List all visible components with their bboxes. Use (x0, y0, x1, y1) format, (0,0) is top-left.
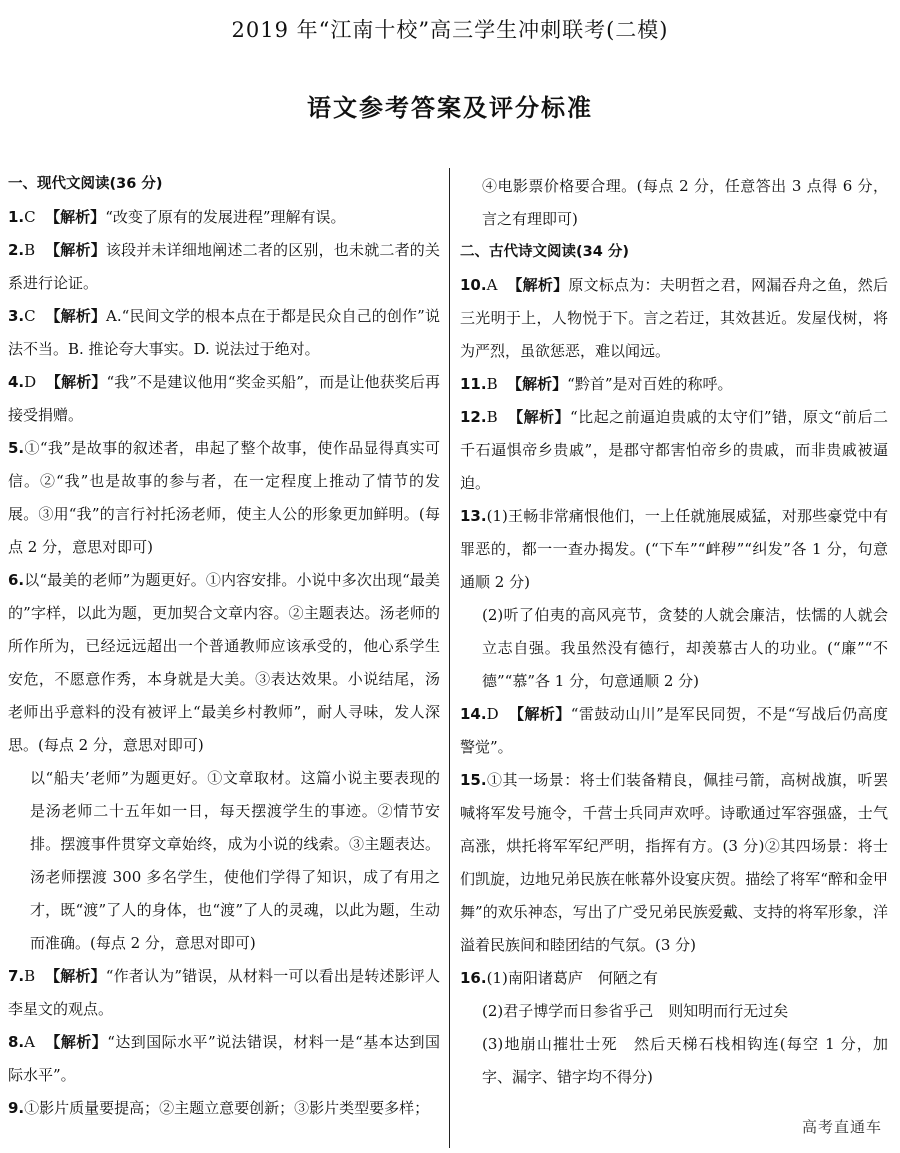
answer-item-8 (8, 1026, 440, 1092)
item-number: 9. (8, 1099, 25, 1117)
analysis-tag: 【解析】 (45, 373, 107, 391)
answer-item-9 (8, 1092, 440, 1125)
exam-title: 2019 年“江南十校”高三学生冲刺联考(二模) (231, 18, 669, 42)
item-text: A.“民间文学的根本点在于都是民众自己的创作”说法不当。B. 推论夸大事实。D. 说法过于绝对。 (8, 307, 440, 358)
item-number: 15. (460, 771, 487, 789)
answer-item-13-part-2: (2)听了伯夷的高风亮节，贪婪的人就会廉洁，怯懦的人就会立志自强。我虽然没有德行，却羡慕古人的功业。(“廉”“不德”“慕”各 1 分，句意通顺 2 分) (482, 606, 888, 690)
answer-item-10 (460, 269, 888, 368)
item-number: 3. (8, 307, 25, 325)
item-number: 11. (460, 375, 487, 393)
answer-item-1 (8, 201, 440, 234)
item-text: “达到国际水平”说法错误，材料一是“基本达到国际水平”。 (8, 1033, 440, 1084)
item-text: (1)王畅非常痛恨他们，一上任就施展威猛，对那些豪党中有罪恶的，都一一查办揭发。(“下车”“衅秽”“纠发”各 1 分，句意通顺 2 分) (460, 507, 888, 591)
answer-item-6-alternative: 以“船夫’老师”为题更好。①文章取材。这篇小说主要表现的是汤老师二十五年如一日，每天摆渡学生的事迹。②情节安排。摆渡事件贯穿文章始终，成为小说的线索。③主题表达。汤老师摆渡 300 多名学生，使他们学得了知识，成了有用之才，既“渡”了人的身体，也“渡”了人的灵魂，以此为题，生动而准确。(每点 2 分，意思对即可) (30, 769, 440, 952)
answer-item-4 (8, 366, 440, 432)
analysis-tag: 【解析】 (45, 967, 106, 985)
item-text: 以“最美的老师”为题更好。①内容安排。小说中多次出现“最美的”字样，以此为题，更加契合文章内容。②主题表达。汤老师的所作所为，已经远远超出一个普通教师应该承受的，他心系学生安危，不愿意作秀，本身就是大美。③表达效果。小说结尾，汤老师出乎意料的没有被评上“最美乡村教师”，耐人寻味，发人深思。(每点 2 分，意思对即可) (8, 571, 440, 754)
item-answer: D (24, 373, 37, 391)
item-text: “雷鼓动山川”是军民同贺，不是“写战后仍高度警觉”。 (460, 705, 888, 756)
item-text: 原文标点为：夫明哲之君，网漏吞舟之鱼，然后三光明于上，人物悦于下。言之若迂，其效甚近。发屋伐树，将为严烈，虽欲惩恶，难以闻远。 (460, 276, 888, 360)
item-number: 10. (460, 276, 487, 294)
item-text: “我”不是建议他用“奖金买船”，而是让他获奖后再接受捐赠。 (8, 373, 440, 424)
analysis-tag: 【解析】 (508, 408, 571, 426)
analysis-tag: 【解析】 (45, 208, 106, 226)
right-column (460, 170, 888, 1094)
item-number: 6. (8, 571, 25, 589)
answer-item-2 (8, 234, 440, 300)
analysis-tag: 【解析】 (507, 375, 568, 393)
item-number: 16. (460, 969, 487, 987)
analysis-tag: 【解析】 (509, 705, 571, 723)
item-answer: B (486, 375, 498, 393)
answer-columns (8, 168, 888, 1148)
answer-item-16 (460, 962, 888, 995)
answer-item-11 (460, 368, 888, 401)
item-answer: C (24, 307, 36, 325)
item-text: “改变了原有的发展进程”理解有误。 (105, 208, 346, 226)
item-number: 2. (8, 241, 25, 259)
section-heading-modern-reading: 一、现代文阅读(36 分) (8, 176, 163, 192)
answer-item-3 (8, 300, 440, 366)
document-title: 语文参考答案及评分标准 (307, 94, 593, 122)
answer-item-15 (460, 764, 888, 962)
item-text: “比起之前逼迫贵戚的太守们”错，原文“前后二千石逼惧帝乡贵戚”，是郡守都害怕帝乡的贵戚，而非贵戚被逼迫。 (460, 408, 888, 492)
item-text: ①影片质量要提高；②主题立意要创新；③影片类型要多样； (24, 1099, 430, 1117)
answer-item-13 (460, 500, 888, 599)
left-column (8, 168, 440, 1125)
answer-item-12 (460, 401, 888, 500)
item-number: 12. (460, 408, 487, 426)
answer-item-16-part-2: (2)君子博学而日参省乎己 则知明而行无过矣 (482, 1002, 789, 1020)
answer-item-5 (8, 432, 440, 564)
answer-item-16-part-3: (3)地崩山摧壮士死 然后天梯石栈相钩连(每空 1 分，加字、漏字、错字均不得分) (482, 1035, 888, 1086)
answer-item-14 (460, 698, 888, 764)
item-answer: B (24, 967, 36, 985)
item-answer: C (24, 208, 36, 226)
item-number: 13. (460, 507, 487, 525)
item-answer: A (486, 276, 498, 294)
item-number: 8. (8, 1033, 25, 1051)
page-header (0, 14, 900, 123)
item-answer: D (486, 705, 499, 723)
answer-item-7 (8, 960, 440, 1026)
analysis-tag: 【解析】 (507, 276, 569, 294)
item-answer: B (486, 408, 498, 426)
item-number: 7. (8, 967, 25, 985)
item-number: 4. (8, 373, 25, 391)
item-text: “黔首”是对百姓的称呼。 (567, 375, 733, 393)
item-text: (1)南阳诸葛庐 何陋之有 (486, 969, 658, 987)
item-text: ①其一场景：将士们装备精良，佩挂弓箭，高树战旗，听罢喊将军发号施令，千营士兵同声欢呼。诗歌通过军容强盛，士气高涨，烘托将军军纪严明，指挥有方。(3 分)②其四场景：将士们凯旋，边地兄弟民族在帐幕外设宴庆贺。描绘了将军“醉和金甲舞”的欢乐神态，写出了广受兄弟民族爱戴、支持的将军形象，洋溢着民族间和睦团结的气氛。(3 分) (460, 771, 888, 954)
item-text: “作者认为”错误，从材料一可以看出是转述影评人李星文的观点。 (8, 967, 440, 1018)
item-number: 1. (8, 208, 25, 226)
analysis-tag: 【解析】 (45, 307, 107, 325)
answer-item-6 (8, 564, 440, 762)
section-heading-classical-reading: 二、古代诗文阅读(34 分) (460, 244, 629, 260)
item-answer: B (24, 241, 36, 259)
source-watermark: 高考直通车 (801, 1118, 882, 1136)
item-text: ①“我”是故事的叙述者，串起了整个故事，使作品显得真实可信。②“我”也是故事的参与者，在一定程度上推动了情节的发展。③用“我”的言行衬托汤老师，使主人公的形象更加鲜明。(每点 2 分，意思对即可) (8, 439, 440, 556)
column-divider (449, 168, 450, 1148)
item-text: 该段并未详细地阐述二者的区别，也未就二者的关系进行论证。 (8, 241, 440, 292)
item-answer: A (24, 1033, 35, 1051)
item-number: 5. (8, 439, 25, 457)
analysis-tag: 【解析】 (45, 241, 106, 259)
answer-item-9-continued: ④电影票价格要合理。(每点 2 分，任意答出 3 点得 6 分，言之有理即可) (482, 177, 888, 228)
analysis-tag: 【解析】 (45, 1033, 108, 1051)
item-number: 14. (460, 705, 487, 723)
